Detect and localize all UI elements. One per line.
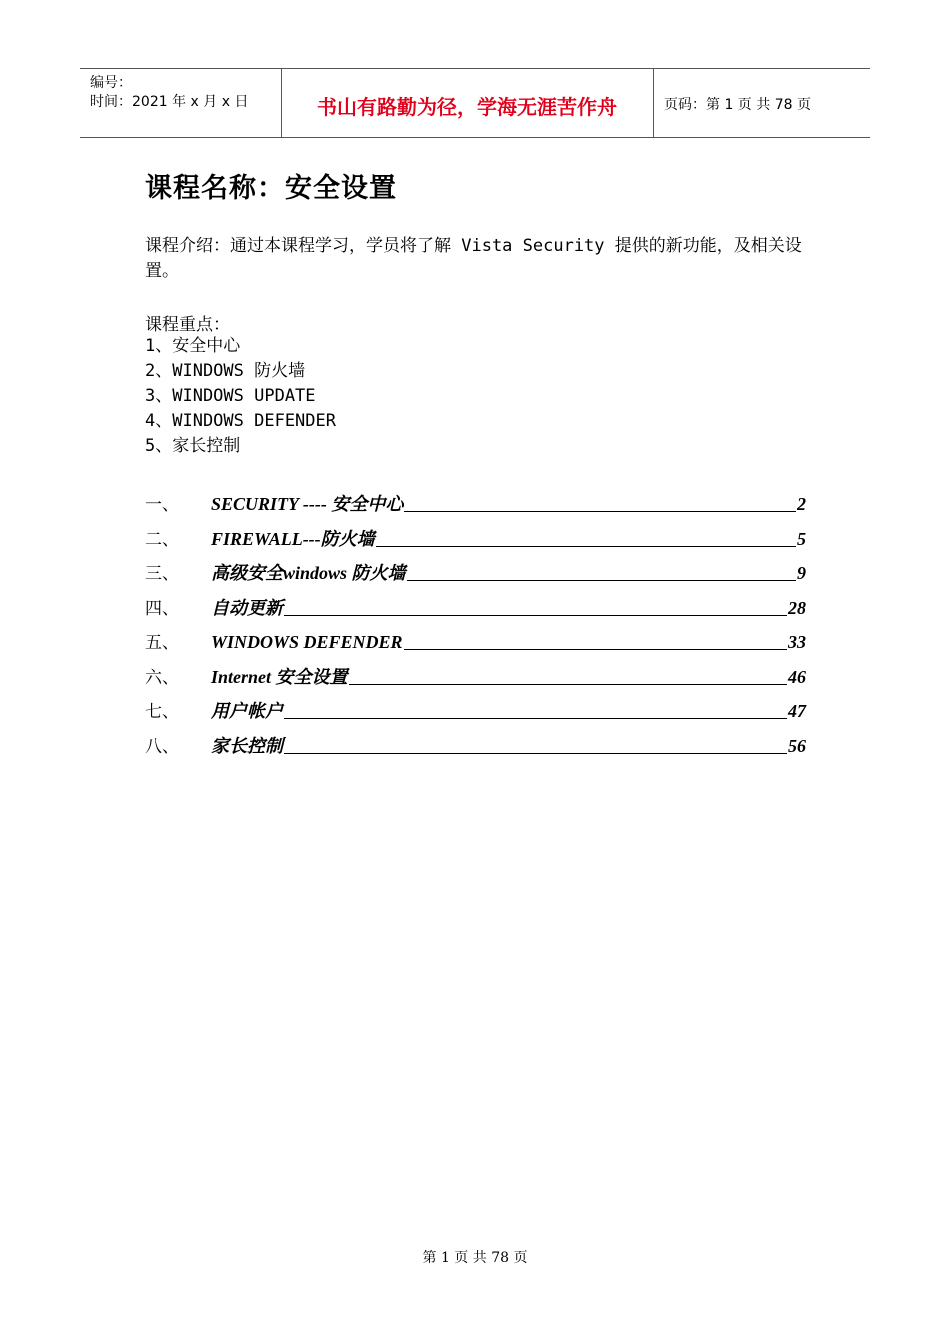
number-label: 编号：: [90, 75, 132, 91]
course-title: 课程名称：安全设置: [145, 173, 397, 204]
toc-entry[interactable]: [145, 559, 806, 594]
toc-page: 2: [797, 494, 806, 514]
toc-leader: [284, 615, 787, 616]
toc-page: 47: [788, 701, 806, 721]
toc-page: 28: [788, 597, 806, 618]
toc-entry[interactable]: [145, 732, 806, 767]
toc-leader: [284, 718, 787, 719]
toc-page: 5: [797, 528, 806, 549]
key-point-item: 4、WINDOWS DEFENDER: [145, 411, 336, 431]
toc-title: FIREWALL---防火墙: [211, 528, 375, 549]
toc-number: 四、: [145, 598, 179, 619]
toc-entry[interactable]: [145, 525, 806, 560]
key-points-label: 课程重点：: [145, 315, 230, 335]
toc-title: 自动更新: [211, 597, 283, 618]
time-label: 时间：2021 年 x 月 x 日: [90, 94, 249, 110]
key-point-item: 1、安全中心: [145, 336, 241, 356]
header-motto-cell: [281, 69, 654, 137]
toc-title: 用户帐户: [211, 701, 283, 721]
toc-entry[interactable]: [145, 663, 806, 698]
key-point-item: 2、WINDOWS 防火墙: [145, 361, 306, 381]
toc-page: 46: [788, 666, 806, 687]
toc-leader: [376, 546, 796, 547]
toc-leader: [404, 511, 796, 512]
key-point-item: 5、家长控制: [145, 436, 241, 456]
header-meta-cell: [80, 69, 282, 137]
page-footer: 第 1 页 共 78 页: [422, 1250, 528, 1266]
key-point-item: 3、WINDOWS UPDATE: [145, 386, 316, 406]
key-points-list: [145, 334, 336, 459]
toc-title: WINDOWS DEFENDER: [211, 632, 403, 652]
toc-leader: [407, 580, 796, 581]
toc-entry[interactable]: [145, 594, 806, 629]
toc-entry[interactable]: [145, 628, 806, 663]
toc-entry[interactable]: [145, 490, 806, 525]
toc-leader: [349, 684, 787, 685]
header-page-info: 页码：第 1 页 共 78 页: [664, 97, 811, 113]
toc-number: 一、: [145, 495, 179, 515]
toc-page: 9: [797, 563, 806, 583]
toc-number: 五、: [145, 633, 179, 653]
toc-title: Internet 安全设置: [211, 666, 348, 687]
toc-title: 家长控制: [211, 735, 283, 756]
toc-title: SECURITY ---- 安全中心: [211, 494, 404, 514]
toc-number: 二、: [145, 529, 179, 550]
toc-number: 三、: [145, 564, 179, 584]
course-intro: 课程介绍：通过本课程学习，学员将了解 Vista Security 提供的新功能，及相关设置。: [145, 236, 802, 281]
toc-entry[interactable]: [145, 697, 806, 732]
toc-title: 高级安全windows 防火墙: [211, 563, 406, 583]
toc-number: 八、: [145, 736, 179, 757]
toc-number: 七、: [145, 702, 179, 722]
table-of-contents: [145, 490, 806, 766]
motto-text: 书山有路勤为径，学海无涯苦作舟: [317, 95, 617, 119]
toc-page: 33: [788, 632, 806, 652]
toc-number: 六、: [145, 667, 179, 688]
header-page-cell: [654, 69, 870, 137]
toc-leader: [404, 649, 787, 650]
toc-leader: [284, 753, 787, 754]
document-header: [80, 68, 870, 138]
toc-page: 56: [788, 735, 806, 756]
